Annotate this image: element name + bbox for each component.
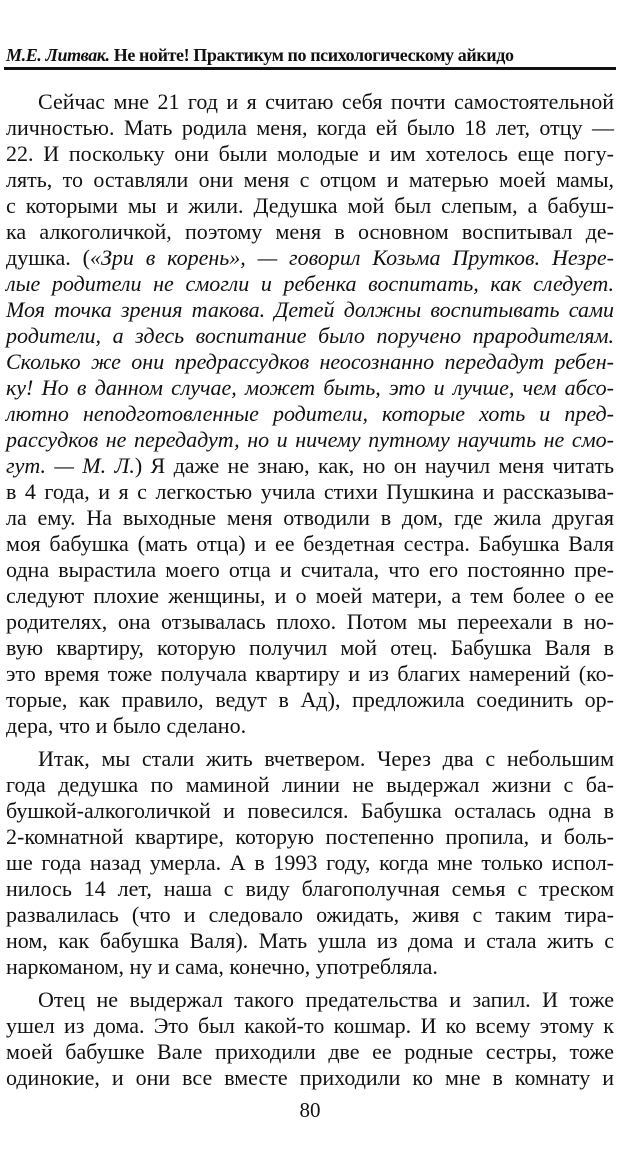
text-line <box>6 902 614 928</box>
text-run: ушел из дома. Это был какой-то кошмар. И ко всему этому к <box>6 1013 614 1038</box>
text-line <box>6 954 614 980</box>
text-line <box>6 557 614 583</box>
text-line <box>6 401 614 427</box>
text-run: нилось 14 лет, наша с виду благополучная семья с треском <box>6 876 614 901</box>
text-run: родителях, она отзывалась плохо. Потом мы переехали в но- <box>6 609 614 634</box>
text-line <box>6 583 614 609</box>
text-run: торые, как правило, ведут в Ад), предложила соединить ор- <box>6 687 614 712</box>
text-line <box>6 609 614 635</box>
text-run: ка алкоголичкой, поэтому меня в основном воспитывал де- <box>6 219 614 244</box>
text-run: Сейчас мне 21 год и я считаю себя почти самостоятельной <box>38 89 614 114</box>
text-line <box>6 1039 614 1065</box>
text-line <box>6 89 614 115</box>
text-line <box>6 798 614 824</box>
italic-run: Сколько же они предрассудков неосознанно передадут ребен- <box>6 349 614 374</box>
header-rule <box>4 67 616 70</box>
text-line <box>6 297 614 323</box>
text-line <box>6 349 614 375</box>
text-line <box>6 746 614 772</box>
body-text <box>6 89 614 1091</box>
text-line <box>6 219 614 245</box>
italic-run: лые родители не смогли и ребенка воспитать, как следует. <box>6 271 614 296</box>
text-run: одна вырастила моего отца и считала, что его постоянно пре- <box>6 557 614 582</box>
italic-run: гут. — М. Л. <box>6 453 135 478</box>
text-run: душка. ( <box>6 245 90 270</box>
text-run: моя бабушка (мать отца) и ее бездетная сестра. Бабушка Валя <box>6 531 614 556</box>
text-line <box>6 987 614 1013</box>
text-line <box>6 323 614 349</box>
text-line <box>6 772 614 798</box>
text-line <box>6 505 614 531</box>
text-run: бушкой-алкоголичкой и повесился. Бабушка осталась одна в <box>6 798 614 823</box>
italic-run: лютно неподготовленные родители, которые хоть и пред- <box>6 401 614 426</box>
text-run: 22. И поскольку они были молодые и им хотелось еще погу- <box>6 141 614 166</box>
text-run: ном, как бабушка Валя). Мать ушла из дома и стала жить с <box>6 928 614 953</box>
text-line <box>6 271 614 297</box>
text-run: Итак, мы стали жить вчетвером. Через два с небольшим <box>38 746 614 771</box>
text-line <box>6 1065 614 1091</box>
text-line <box>6 427 614 453</box>
text-line <box>6 713 614 739</box>
page-number: 80 <box>299 1098 321 1122</box>
italic-run: рассудков не передадут, но и ничему путному научить не смо- <box>6 427 614 452</box>
text-line <box>6 850 614 876</box>
text-line <box>6 635 614 661</box>
text-run: с которыми мы и жили. Дедушка мой был слепым, а бабуш- <box>6 193 614 218</box>
text-line <box>6 1013 614 1039</box>
text-line <box>6 167 614 193</box>
text-run: вую квартиру, которую получил мой отец. Бабушка Валя в <box>6 635 614 660</box>
text-run: ) Я даже не знаю, как, но он научил меня читать <box>134 453 614 478</box>
text-run: следуют плохие женщины, и о моей матери, а тем более о ее <box>6 583 614 608</box>
text-run: развалилась (что и следовало ожидать, живя с таким тира- <box>6 902 614 927</box>
italic-run: Моя точка зрения такова. Детей должны воспитывать сами <box>6 297 614 322</box>
italic-run: ку! Но в данном случае, может быть, это и лучше, чем абсо- <box>6 375 614 400</box>
text-run: в 4 года, и я с легкостью учила стихи Пушкина и рассказыва- <box>6 479 614 504</box>
italic-run: родители, а здесь воспитание было поручено прародителям. <box>6 323 614 348</box>
text-line <box>6 479 614 505</box>
text-line <box>6 687 614 713</box>
text-run: моей бабушке Вале приходили две ее родные сестры, тоже <box>6 1039 614 1064</box>
text-line <box>6 876 614 902</box>
text-line <box>6 193 614 219</box>
running-header <box>6 44 614 66</box>
text-line <box>6 928 614 954</box>
text-run: это время тоже получала квартиру и из благих намерений (ко- <box>6 661 614 686</box>
text-run: одинокие, и они все вместе приходили ко мне в комнату и <box>6 1065 614 1090</box>
text-run: ше года назад умерла. А в 1993 году, когда мне только испол- <box>6 850 614 875</box>
text-line <box>6 661 614 687</box>
text-run: года дедушка по маминой линии не выдержал жизни с ба- <box>6 772 614 797</box>
text-line <box>6 453 614 479</box>
text-line <box>6 115 614 141</box>
text-run: личностью. Мать родила меня, когда ей было 18 лет, отцу — <box>6 115 614 140</box>
text-line <box>6 375 614 401</box>
text-run: 2-комнатной квартире, которую постепенно пропила, и боль- <box>6 824 614 849</box>
text-line <box>6 531 614 557</box>
text-run: наркоманом, ну и сама, конечно, употребляла. <box>6 954 438 979</box>
text-run: ла ему. На выходные меня отводили в дом, где жила другая <box>6 505 614 530</box>
text-run: лять, то оставляли они меня с отцом и матерью моей мамы, <box>6 167 614 192</box>
header-title: Не нойте! Практикум по психологическому айкидо <box>113 45 514 65</box>
italic-run: «Зри в корень», — говорил Козьма Прутков. Незре- <box>89 245 614 270</box>
text-line <box>6 245 614 271</box>
text-run: дера, что и было сделано. <box>6 713 247 738</box>
header-author: М.Е. Литвак. <box>6 45 110 65</box>
text-run: Отец не выдержал такого предательства и запил. И тоже <box>38 987 614 1012</box>
text-line <box>6 824 614 850</box>
text-line <box>6 141 614 167</box>
